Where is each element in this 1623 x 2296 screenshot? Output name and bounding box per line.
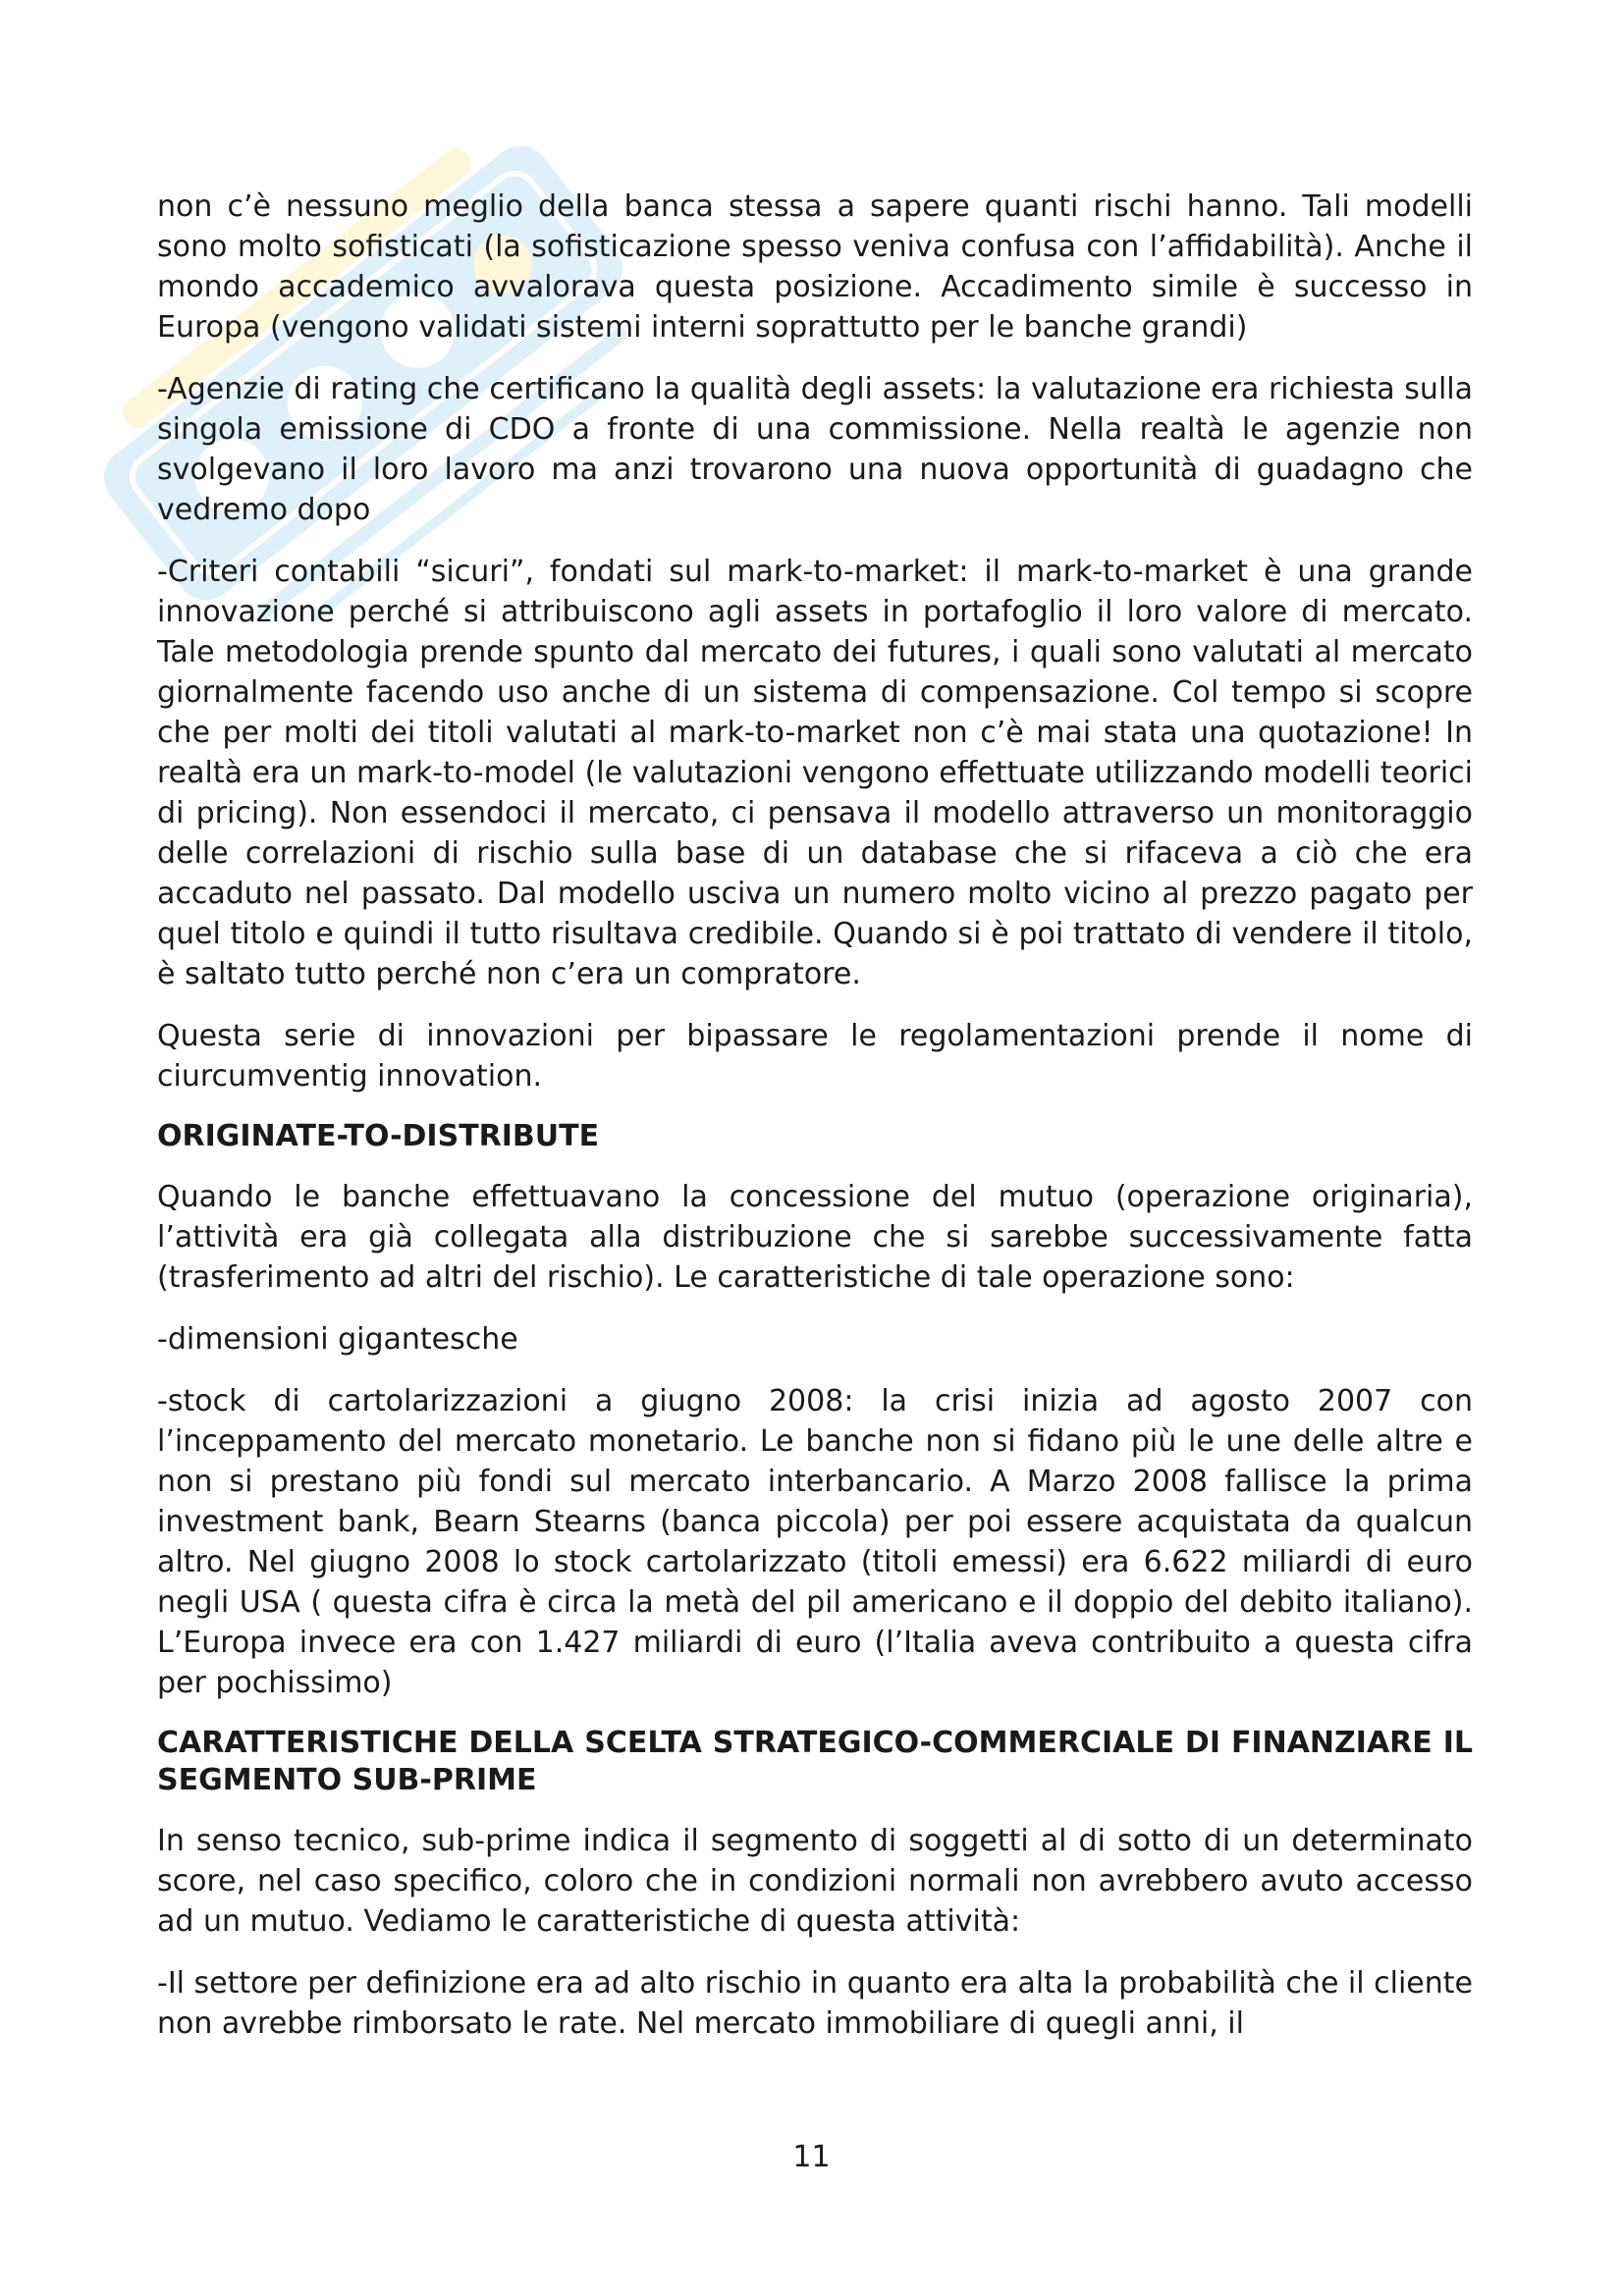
body-paragraph: -Il settore per definizione era ad alto rischio in quanto era alta la probabilità che il cliente non avrebbe rimborsato le rate. Nel mercato immobiliare di quegli anni, il [157,1966,1473,2041]
body-paragraph: In senso tecnico, sub-prime indica il segmento di soggetti al di sotto di un determinato score, nel caso specifico, coloro che in condizioni normali non avrebbero avuto accesso ad un mutuo. Vediamo le caratteristiche di questa attività: [157,1824,1473,1939]
body-paragraph: -Agenzie di rating che certificano la qualità degli assets: la valutazione era richiesta sulla singola emissione di CDO a fronte di una commissione. Nella realtà le agenzie non svolgevano il loro lavoro ma anzi trovarono una nuova opportunità di guadagno che vedremo dopo [157,372,1473,527]
body-paragraph: Quando le banche effettuavano la concessione del mutuo (operazione originaria), l’attività era già collegata alla distribuzione che si sarebbe successivamente fatta (trasferimento ad altri del rischio). Le caratteristiche di tale operazione sono: [157,1180,1473,1295]
body-paragraph: non c’è nessuno meglio della banca stessa a sapere quanti rischi hanno. Tali modelli sono molto sofisticati (la sofisticazione spesso veniva confusa con l’affidabilità). Anche il mondo accademico avvalorava questa posizione. Accadimento simile è successo in Europa (vengono validati sistemi interni soprattutto per le banche grandi) [157,189,1473,345]
page-number: 11 [792,2140,831,2174]
body-paragraph: -stock di cartolarizzazioni a giugno 2008: la crisi inizia ad agosto 2007 con l’inceppamento del mercato monetario. Le banche non si fidano più le une delle altre e non si prestano più fondi sul mercato interbancario. A Marzo 2008 fallisce la prima investment bank, Bearn Stearns (banca piccola) per poi essere acquistata da qualcun altro. Nel giugno 2008 lo stock cartolarizzato (titoli emessi) era 6.622 miliardi di euro negli USA ( questa cifra è circa la metà del pil americano e il doppio del debito italiano). L’Europa invece era con 1.427 miliardi di euro (l’Italia aveva contribuito a questa cifra per pochissimo) [157,1384,1473,1700]
body-paragraph: -dimensioni gigantesche [157,1322,518,1357]
body-paragraph: -Criteri contabili “sicuri”, fondati sul mark-to-market: il mark-to-market è una grande innovazione perché si attribuiscono agli assets in portafoglio il loro valore di mercato. Tale metodologia prende spunto dal mercato dei futures, i quali sono valutati al mercato giornalmente facendo uso anche di un sistema di compensazione. Col tempo si scopre che per molti dei titoli valutati al mark-to-market non c’è mai stata una quotazione! In realtà era un mark-to-model (le valutazioni vengono effettuate utilizzando modelli teorici di pricing). Non essendoci il mercato, ci pensava il modello attraverso un monitoraggio delle correlazioni di rischio sulla base di un database che si rifaceva a ciò che era accaduto nel passato. Dal modello usciva un numero molto vicino al prezzo pagato per quel titolo e quindi il tutto risultava credibile. Quando si è poi trattato di vendere il titolo, è saltato tutto perché non c’era un compratore. [157,555,1473,991]
document-body [157,187,1473,2065]
body-paragraph: Questa serie di innovazioni per bipassare le regolamentazioni prende il nome di ciurcumventig innovation. [157,1019,1473,1094]
section-heading: CARATTERISTICHE DELLA SCELTA STRATEGICO-COMMERCIALE DI FINANZIARE IL SEGMENTO SUB-PRIME [157,1726,1473,1797]
section-heading: ORIGINATE-TO-DISTRIBUTE [157,1119,600,1153]
